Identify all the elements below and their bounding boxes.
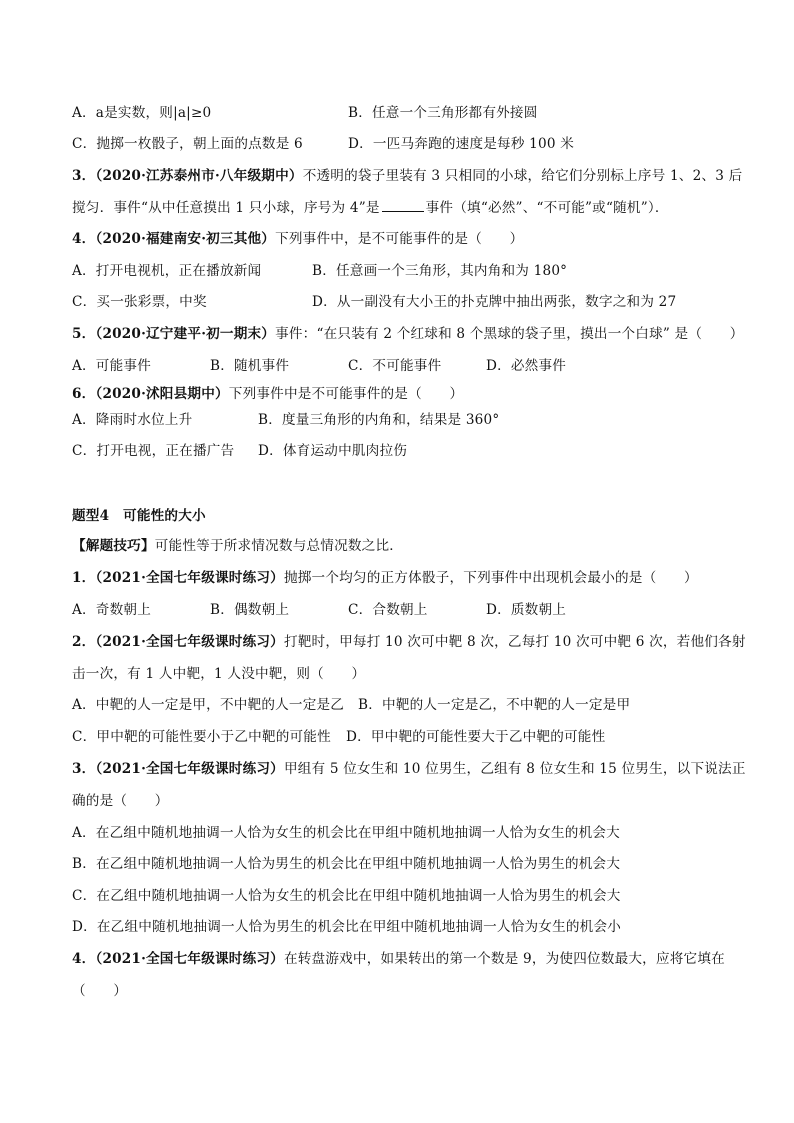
question-number: 4．: [72, 231, 96, 247]
option-a: A．中靶的人一定是甲，不中靶的人一定是乙: [72, 697, 345, 713]
question-source: （2021·全国七年级课时练习）: [95, 951, 284, 967]
option-b: B．度量三角形的内角和，结果是 360°: [258, 412, 500, 428]
option-a: A．在乙组中随机地抽调一人恰为女生的机会比在甲组中随机地抽调一人恰为女生的机会大: [72, 825, 620, 841]
option-d: D．一匹马奔跑的速度是每秒 100 米: [348, 136, 575, 152]
option-c: C．买一张彩票，中奖: [72, 294, 207, 310]
option-d: D．体育运动中肌肉拉伤: [258, 443, 408, 459]
question-source: （2021·全国七年级课时练习）: [95, 634, 284, 650]
option-c: C．合数朝上: [348, 602, 428, 618]
question-2-cont: 击一次，有 1 人中靶，1 人没中靶，则（ ）: [72, 666, 366, 682]
option-a: A．a是实数，则|a|≥0: [72, 105, 212, 121]
question-text: 不透明的袋子里装有 3 只相同的小球，给它们分别标上序号 1、2、3 后: [302, 168, 743, 184]
option-b: B．中靶的人一定是乙，不中靶的人一定是甲: [358, 697, 631, 713]
question-text: 甲组有 5 位女生和 10 位男生，乙组有 8 位女生和 15 位男生，以下说法正: [283, 761, 746, 777]
question-number: 2．: [72, 634, 96, 650]
option-b: B．任意一个三角形都有外接圆: [348, 105, 538, 121]
option-b: B．任意画一个三角形，其内角和为 180°: [312, 263, 568, 279]
option-d: D．在乙组中随机地抽调一人恰为男生的机会比在甲组中随机地抽调一人恰为女生的机会小: [72, 919, 622, 935]
question-source: （2020·辽宁建平·初一期末）: [95, 326, 276, 342]
question-3b-cont: 确的是（ ）: [72, 793, 169, 809]
option-b: B．随机事件: [210, 358, 290, 374]
question-2: [72, 633, 746, 651]
option-b: B．在乙组中随机地抽调一人恰为男生的机会比在甲组中随机地抽调一人恰为男生的机会大: [72, 856, 621, 872]
option-a: A．奇数朝上: [72, 602, 151, 618]
question-text: 事件：“在只装有 2 个红球和 8 个黑球的袋子里，摸出一个白球” 是（ ）: [275, 326, 744, 342]
solving-tip: [72, 537, 403, 555]
option-a: A．降雨时水位上升: [72, 412, 193, 428]
option-c: C．打开电视，正在播广告: [72, 443, 235, 459]
option-c: C．在乙组中随机地抽调一人恰为女生的机会比在甲组中随机地抽调一人恰为男生的机会大: [72, 888, 621, 904]
question-3-cont: 搅匀．事件“从中任意摸出 1 只小球，序号为 4”是 事件（填“必然”、“不可能”或“随机”）．: [72, 200, 669, 216]
tip-label: 【解题技巧】: [72, 538, 155, 554]
question-3b: [72, 760, 746, 778]
tip-text: 可能性等于所求情况数与总情况数之比．: [154, 538, 404, 554]
option-c: C．抛掷一枚骰子，朝上面的点数是 6: [72, 136, 303, 152]
question-text: 下列事件中，是不可能事件的是（ ）: [275, 231, 524, 247]
question-6: [72, 385, 463, 403]
question-3: [72, 167, 742, 185]
option-d: D．甲中靶的可能性要大于乙中靶的可能性: [346, 729, 606, 745]
question-4b-cont: （ ）: [72, 983, 128, 999]
question-1: [72, 569, 698, 587]
question-number: 6．: [72, 386, 96, 402]
question-text: 在转盘游戏中，如果转出的第一个数是 9，为使四位数最大，应将它填在: [283, 951, 725, 967]
question-source: （2020·江苏泰州市·八年级期中）: [95, 168, 303, 184]
question-number: 5．: [72, 326, 96, 342]
option-d: D．质数朝上: [486, 602, 567, 618]
question-source: （2021·全国七年级课时练习）: [95, 570, 284, 586]
option-c: C．不可能事件: [348, 358, 442, 374]
option-d: D．必然事件: [486, 358, 567, 374]
option-a: A．可能事件: [72, 358, 151, 374]
question-text: 下列事件中是不可能事件的是（ ）: [228, 386, 464, 402]
question-text: 抛掷一个均匀的正方体骰子，下列事件中出现机会最小的是（ ）: [283, 570, 698, 586]
question-5: [72, 325, 744, 343]
question-4: [72, 230, 523, 248]
question-number: 3．: [72, 168, 96, 184]
option-d: D．从一副没有大小王的扑克牌中抽出两张，数字之和为 27: [312, 294, 677, 310]
option-b: B．偶数朝上: [210, 602, 290, 618]
question-source: （2020·沭阳县期中）: [95, 386, 229, 402]
section-title: 题型4 可能性的大小: [72, 508, 206, 524]
option-c: C．甲中靶的可能性要小于乙中靶的可能性: [72, 729, 331, 745]
question-number: 1．: [72, 570, 96, 586]
question-text: 打靶时，甲每打 10 次可中靶 8 次，乙每打 10 次可中靶 6 次，若他们各射: [283, 634, 746, 650]
question-4b: [72, 950, 725, 968]
question-source: （2020·福建南安·初三其他）: [95, 231, 276, 247]
question-source: （2021·全国七年级课时练习）: [95, 761, 284, 777]
question-number: 3．: [72, 761, 96, 777]
fill-blank[interactable]: [382, 198, 424, 212]
question-number: 4．: [72, 951, 96, 967]
option-a: A．打开电视机，正在播放新闻: [72, 263, 262, 279]
